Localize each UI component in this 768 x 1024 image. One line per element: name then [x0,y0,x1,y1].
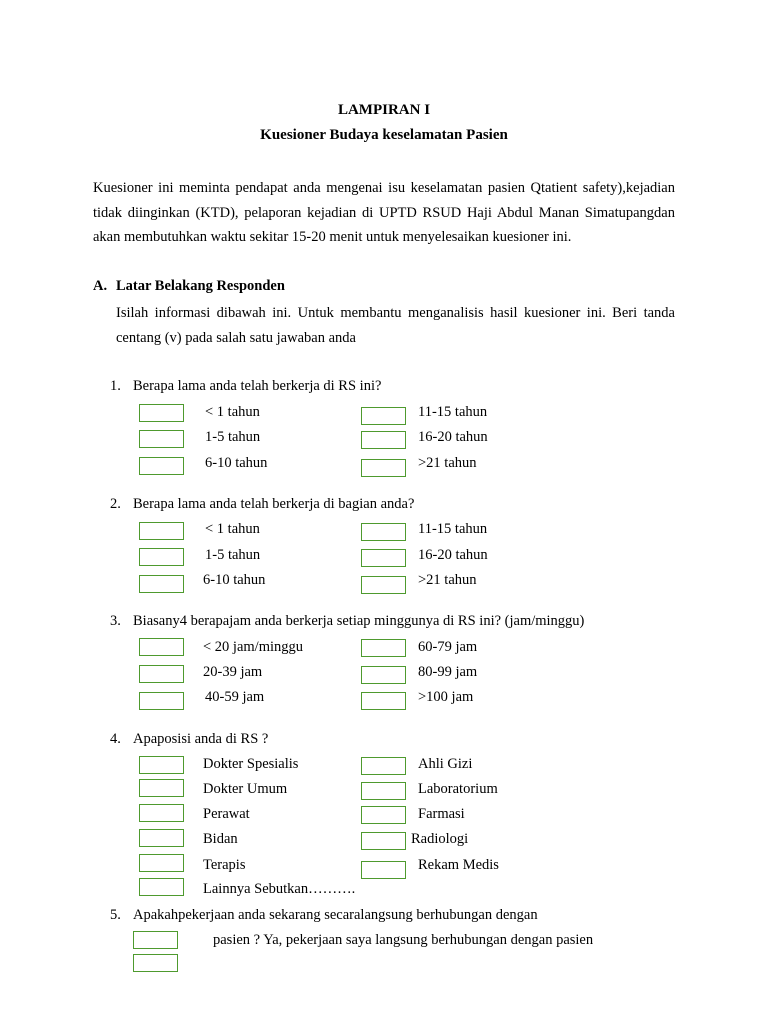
question-number: 4. [110,731,121,747]
option-label: Terapis [203,857,246,873]
option-label: Dokter Umum [203,781,288,797]
checkbox[interactable] [139,457,184,475]
section-a-instruction: Isilah informasi dibawah ini. Untuk membantu menganalisis hasil kuesioner ini. Beri tanda centang (v) pada salah satu jawaban anda [116,305,675,346]
checkbox[interactable] [139,665,184,683]
page-subtitle: Kuesioner Budaya keselamatan Pasien [260,127,508,143]
checkbox[interactable] [361,832,406,850]
checkbox[interactable] [361,523,406,541]
option-label: 40-59 jam [205,689,265,705]
option-label: Dokter Spesialis [203,756,299,772]
option-label: 6-10 tahun [203,572,266,588]
question-number: 2. [110,496,121,512]
option-label: Perawat [203,806,250,822]
option-label: < 1 tahun [205,521,260,537]
option-label: Radiologi [411,831,469,847]
option-label: Ahli Gizi [418,756,473,772]
option-label: Farmasi [418,806,465,822]
page-title: LAMPIRAN I [337,102,431,118]
checkbox[interactable] [139,779,184,797]
question-number: 5. [110,907,121,923]
question-continuation: pasien ? Ya, pekerjaan saya langsung berhubungan dengan pasien [213,932,594,948]
option-label: 16-20 tahun [418,429,488,445]
section-a-title: Latar Belakang Responden [116,278,285,294]
checkbox[interactable] [139,854,184,872]
option-label: 1-5 tahun [205,547,261,563]
option-label: 11-15 tahun [418,521,488,537]
question-number: 1. [110,378,121,394]
option-label: Rekam Medis [418,857,499,873]
question-text: Apaposisi anda di RS ? [133,731,269,747]
option-label: Laboratorium [418,781,498,797]
checkbox[interactable] [139,575,184,593]
checkbox[interactable] [139,430,184,448]
option-label: >21 tahun [418,572,477,588]
question-text: Berapa lama anda telah berkerja di RS ini? [133,378,382,394]
question-text: Berapa lama anda telah berkerja di bagian anda? [133,496,415,512]
option-label: Bidan [203,831,238,847]
option-label: 60-79 jam [418,639,478,655]
checkbox[interactable] [361,692,406,710]
checkbox[interactable] [361,639,406,657]
option-label: Lainnya Sebutkan………. [203,881,356,897]
checkbox[interactable] [139,692,184,710]
option-label: >21 tahun [418,455,477,471]
section-a-label: A. [93,278,108,294]
checkbox[interactable] [361,549,406,567]
question-number: 3. [110,613,121,629]
checkbox[interactable] [139,878,184,896]
question-text: Apakahpekerjaan anda sekarang secaralangsung berhubungan dengan [133,907,538,923]
checkbox[interactable] [361,431,406,449]
checkbox[interactable] [139,548,184,566]
checkbox[interactable] [361,782,406,800]
option-label: >100 jam [418,689,474,705]
checkbox[interactable] [139,638,184,656]
question-text: Biasany4 berapajam anda berkerja setiap minggunya di RS ini? (jam/minggu) [133,613,585,629]
checkbox[interactable] [139,522,184,540]
option-label: 20-39 jam [203,664,263,680]
option-label: 11-15 tahun [418,404,488,420]
checkbox[interactable] [361,407,406,425]
checkbox[interactable] [361,459,406,477]
checkbox[interactable] [139,804,184,822]
checkbox[interactable] [361,806,406,824]
option-label: < 20 jam/minggu [203,639,304,655]
option-label: 1-5 tahun [205,429,261,445]
checkbox[interactable] [361,757,406,775]
option-label: 16-20 tahun [418,547,488,563]
option-label: 6-10 tahun [205,455,268,471]
intro-paragraph: Kuesioner ini meminta pendapat anda mengenai isu keselamatan pasien Qtatient safety),kejadian tidak diinginkan (KTD), pelaporan kejadian di UPTD RSUD Haji Abdul Manan Simatupangdan akan membutuhkan waktu sekitar 15-20 menit untuk menyelesaikan kuesioner ini. [93,180,675,245]
checkbox[interactable] [361,666,406,684]
option-label: 80-99 jam [418,664,478,680]
checkbox[interactable] [139,404,184,422]
checkbox[interactable] [139,829,184,847]
checkbox[interactable] [361,861,406,879]
checkbox[interactable] [133,954,178,972]
checkbox[interactable] [361,576,406,594]
checkbox[interactable] [133,931,178,949]
option-label: < 1 tahun [205,404,260,420]
checkbox[interactable] [139,756,184,774]
